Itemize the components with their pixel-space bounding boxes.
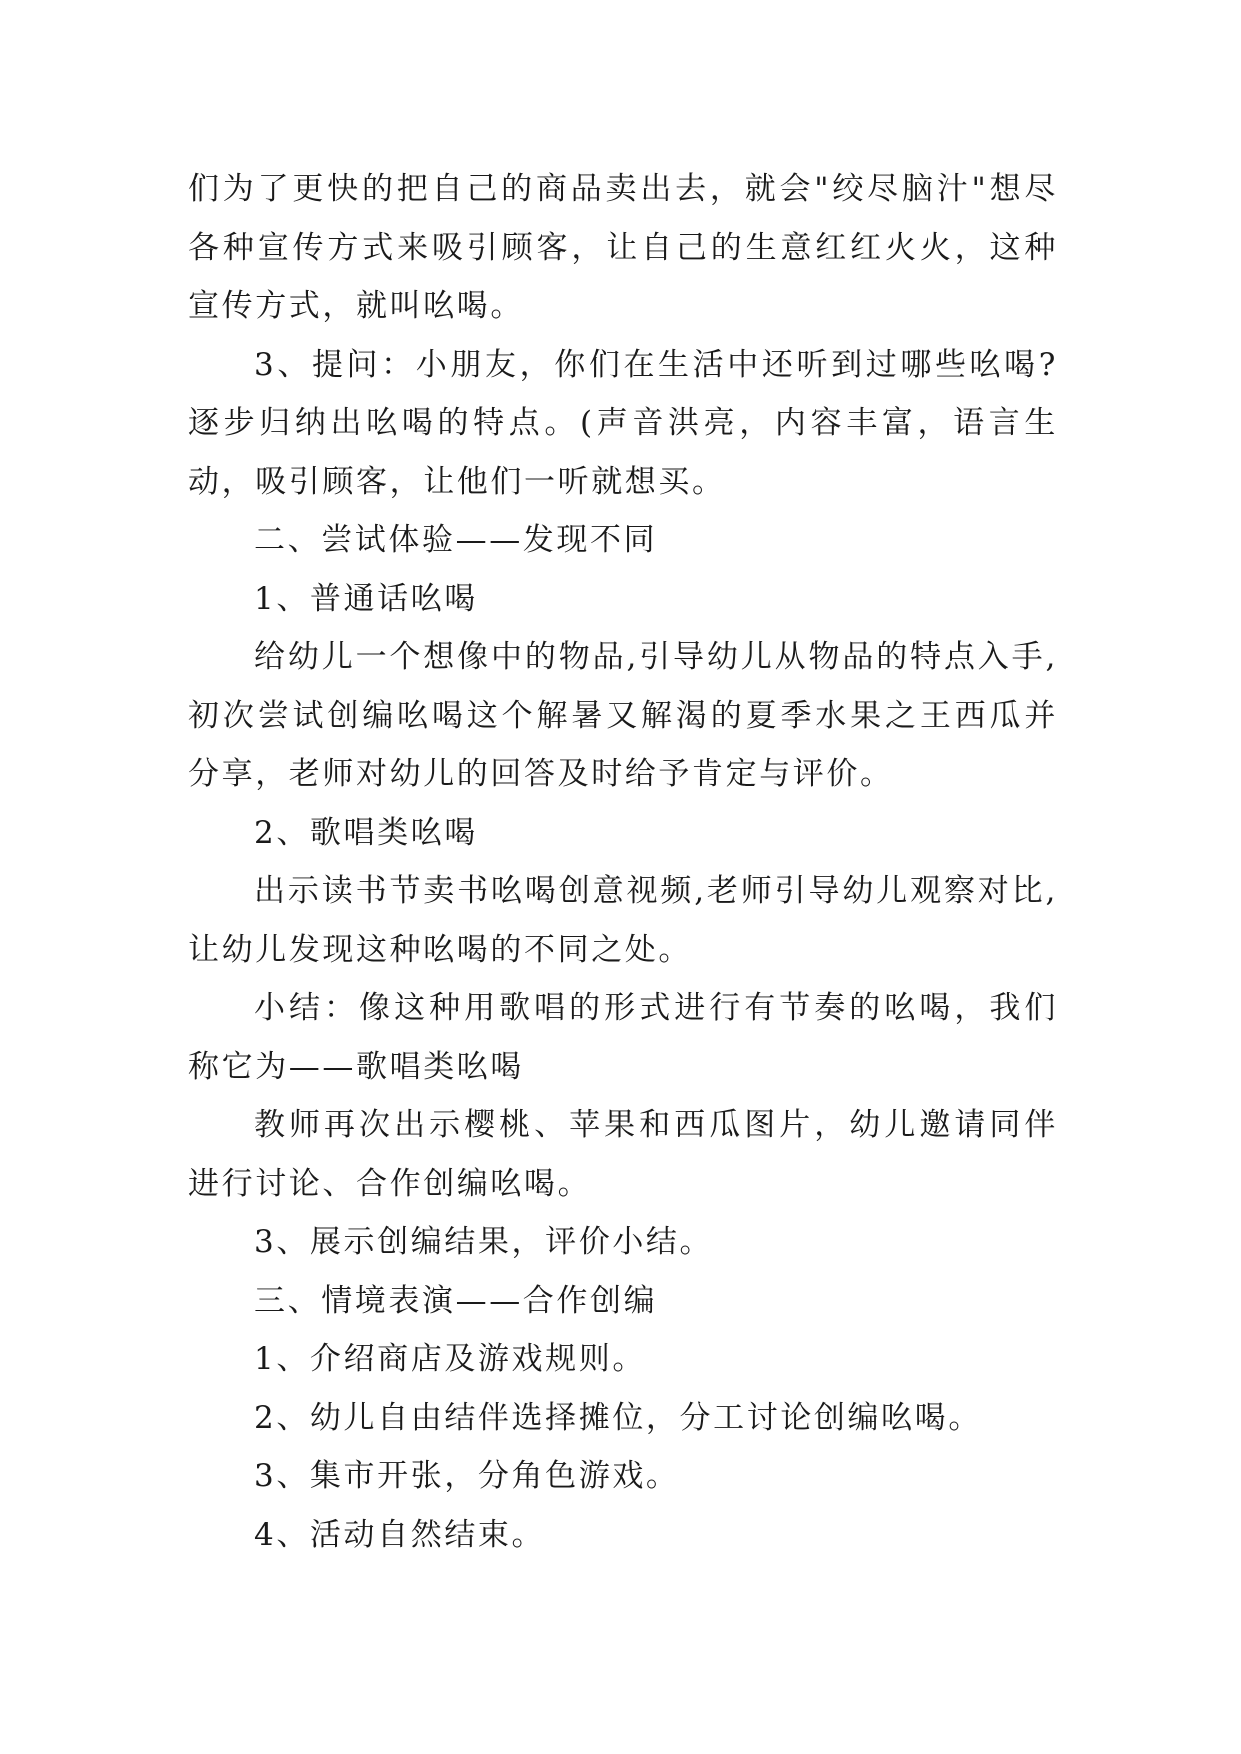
section-heading-2: 二、尝试体验——发现不同 — [254, 522, 658, 558]
list-item: 3、集市开张，分角色游戏。 — [254, 1458, 680, 1494]
paragraph-7: 出示读书节卖书吆喝创意视频,老师引导幼儿观察对比,让幼儿发现这种吆喝的不同之处。 — [188, 873, 1058, 968]
list-item: 4、活动自然结束。 — [254, 1516, 546, 1553]
document-body — [188, 160, 1058, 1564]
paragraph-2: 3、提问：小朋友，你们在生活中还听到过哪些吆喝?逐步归纳出吆喝的特点。(声音洪亮，内容丰富，语言生动，吸引顾客，让他们一听就想买。 — [188, 346, 1058, 500]
subheading-2: 2、歌唱类吆喝 — [254, 814, 478, 851]
summary-paragraph: 小结：像这种用歌唱的形式进行有节奏的吆喝，我们称它为——歌唱类吆喝 — [188, 990, 1058, 1085]
list-item: 2、幼儿自由结伴选择摊位，分工讨论创编吆喝。 — [254, 1399, 982, 1436]
paragraph-1: 们为了更快的把自己的商品卖出去，就会"绞尽脑汁"想尽各种宣传方式来吸引顾客，让自己的生意红红火火，这种宣传方式，就叫吆喝。 — [188, 171, 1058, 324]
section-heading-3: 三、情境表演——合作创编 — [254, 1282, 658, 1319]
paragraph-5: 给幼儿一个想像中的物品,引导幼儿从物品的特点入手,初次尝试创编吆喝这个解暑又解渴的夏季水果之王西瓜并分享，老师对幼儿的回答及时给予肯定与评价。 — [188, 639, 1058, 792]
paragraph-9: 教师再次出示樱桃、苹果和西瓜图片，幼儿邀请同伴进行讨论、合作创编吆喝。 — [188, 1107, 1058, 1202]
list-item: 3、展示创编结果，评价小结。 — [254, 1224, 714, 1260]
subheading-1: 1、普通话吆喝 — [254, 580, 478, 617]
list-item: 1、介绍商店及游戏规则。 — [254, 1341, 646, 1377]
